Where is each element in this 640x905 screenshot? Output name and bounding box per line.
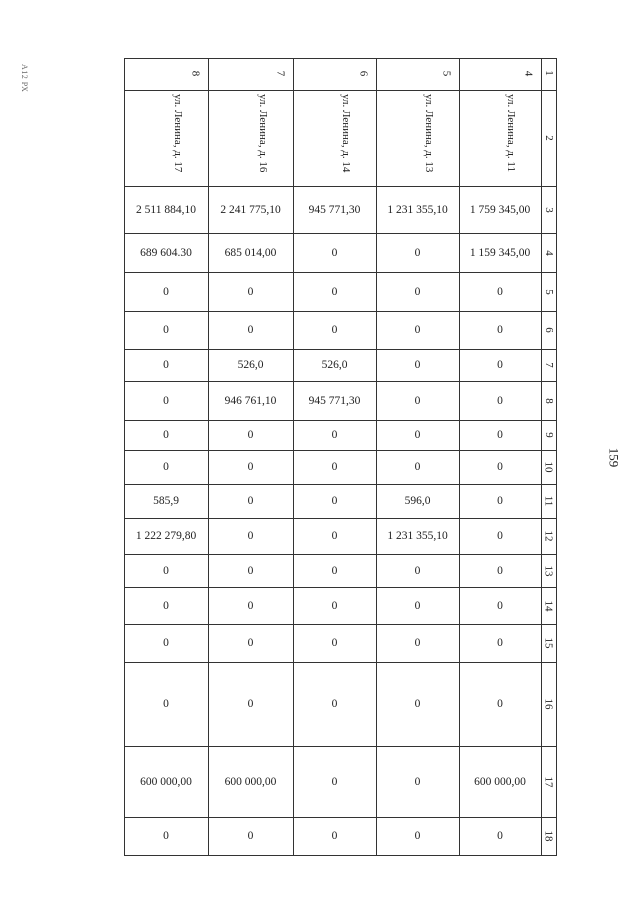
column-number-label: 9 bbox=[542, 432, 555, 438]
column-number bbox=[541, 450, 556, 484]
table-cell: 2 241 775,10 bbox=[220, 203, 281, 216]
table-cell: 685 014,00 bbox=[224, 246, 277, 259]
table-cell: 596,0 bbox=[404, 495, 431, 507]
table-cell: 0 bbox=[163, 394, 169, 407]
table-cell: 0 bbox=[163, 698, 169, 710]
column-number bbox=[541, 58, 556, 88]
column-number-label: 5 bbox=[542, 288, 555, 295]
table-cell: 0 bbox=[331, 429, 338, 441]
record-number: 7 bbox=[274, 70, 287, 77]
table-cell: 0 bbox=[497, 429, 503, 441]
table-cell: 0 bbox=[414, 359, 421, 371]
table-cell: 0 bbox=[414, 830, 421, 842]
table-cell: 0 bbox=[163, 830, 169, 842]
table-cell: 0 bbox=[247, 495, 254, 507]
column-number-label: 13 bbox=[542, 565, 555, 576]
table-cell: 0 bbox=[497, 359, 503, 371]
table-cell: 0 bbox=[414, 599, 421, 612]
column-number-label: 14 bbox=[542, 600, 555, 611]
table-cell: 945 771,30 bbox=[308, 394, 361, 407]
column-number-label: 17 bbox=[542, 776, 555, 787]
record-address: ул. Ленина, д. 14 bbox=[340, 94, 352, 173]
table-cell: 0 bbox=[497, 394, 503, 407]
column-number-label: 4 bbox=[542, 249, 555, 256]
column-number bbox=[541, 420, 556, 450]
record-address: ул. Ленина, д. 16 bbox=[257, 94, 269, 173]
table-cell: 1 222 279,80 bbox=[135, 530, 197, 542]
table-cell: 600 000,00 bbox=[224, 775, 277, 788]
table-cell: 0 bbox=[414, 637, 421, 649]
table-cell: 0 bbox=[247, 830, 254, 842]
record-address: ул. Ленина, д. 11 bbox=[505, 94, 517, 173]
record-address: ул. Ленина, д. 13 bbox=[423, 94, 435, 173]
column-number bbox=[541, 662, 556, 746]
table-cell: 526,0 bbox=[237, 359, 264, 371]
column-number bbox=[541, 484, 556, 518]
table-column-border bbox=[556, 58, 557, 856]
table-cell: 0 bbox=[331, 775, 338, 788]
table-cell: 0 bbox=[414, 564, 421, 577]
table-cell: 1 231 355,10 bbox=[387, 203, 448, 216]
column-number bbox=[541, 817, 556, 855]
column-number-label: 8 bbox=[542, 397, 555, 404]
table-cell: 0 bbox=[163, 359, 169, 371]
column-number bbox=[541, 90, 556, 186]
table-cell: 0 bbox=[331, 285, 338, 298]
table-cell: 0 bbox=[497, 698, 503, 710]
table-cell: 585,9 bbox=[153, 495, 179, 507]
column-number-label: 15 bbox=[542, 637, 555, 649]
record-address: ул. Ленина, д. 17 bbox=[172, 94, 184, 173]
table-cell: 0 bbox=[331, 637, 338, 649]
table-cell: 0 bbox=[247, 564, 254, 577]
table-cell: 0 bbox=[497, 285, 503, 298]
table-row-border bbox=[124, 90, 557, 91]
table-cell: 1 159 345,00 bbox=[469, 246, 531, 259]
table-cell: 0 bbox=[414, 285, 421, 298]
column-number-label: 3 bbox=[542, 206, 555, 213]
table-cell: 0 bbox=[497, 530, 503, 542]
table-cell: 2 511 884,10 bbox=[136, 203, 196, 216]
column-number bbox=[541, 349, 556, 381]
table-cell: 0 bbox=[247, 429, 254, 441]
column-number-label: 2 bbox=[542, 135, 555, 141]
table-cell: 946 761,10 bbox=[224, 394, 277, 407]
table-cell: 0 bbox=[331, 599, 338, 612]
table-cell: 0 bbox=[414, 429, 421, 441]
table-cell: 1 759 345,00 bbox=[469, 203, 531, 216]
table-cell: 0 bbox=[247, 324, 254, 336]
column-number bbox=[541, 272, 556, 311]
table-cell: 0 bbox=[331, 461, 338, 473]
column-number-label: 1 bbox=[542, 70, 555, 76]
record-number: 6 bbox=[357, 70, 370, 77]
table-cell: 600 000,00 bbox=[140, 775, 192, 788]
column-number-label: 7 bbox=[542, 362, 555, 368]
table-cell: 0 bbox=[331, 324, 338, 336]
table-cell: 1 231 355,10 bbox=[387, 530, 448, 542]
table-cell: 0 bbox=[331, 564, 338, 577]
table-cell: 0 bbox=[331, 530, 338, 542]
table-cell: 0 bbox=[163, 599, 169, 612]
table-cell: 0 bbox=[497, 830, 503, 842]
page-number: 159 bbox=[606, 447, 622, 468]
column-number-label: 16 bbox=[542, 698, 555, 710]
column-number bbox=[541, 233, 556, 272]
table-cell: 0 bbox=[414, 324, 421, 336]
table-cell: 0 bbox=[497, 324, 503, 336]
table-cell: 0 bbox=[247, 530, 254, 542]
table-cell: 0 bbox=[414, 461, 421, 473]
table-cell: 0 bbox=[247, 461, 254, 473]
column-number bbox=[541, 311, 556, 349]
table-row-border bbox=[124, 855, 557, 856]
column-number-label: 11 bbox=[542, 495, 555, 507]
table-cell: 526,0 bbox=[321, 359, 348, 371]
column-number bbox=[541, 554, 556, 587]
table-cell: 0 bbox=[163, 637, 169, 649]
table-cell: 0 bbox=[497, 637, 503, 649]
margin-stamp: А12 РХ bbox=[20, 64, 29, 93]
column-number bbox=[541, 186, 556, 233]
column-number bbox=[541, 624, 556, 662]
table-cell: 0 bbox=[497, 461, 503, 473]
table-cell: 0 bbox=[414, 775, 421, 788]
table-cell: 0 bbox=[163, 461, 169, 473]
table-cell: 0 bbox=[331, 830, 338, 842]
record-number: 8 bbox=[189, 70, 202, 77]
table-cell: 0 bbox=[497, 599, 503, 612]
table-cell: 0 bbox=[414, 394, 421, 407]
table-cell: 0 bbox=[247, 285, 254, 298]
column-number bbox=[541, 746, 556, 817]
table-cell: 0 bbox=[497, 564, 503, 577]
table-cell: 0 bbox=[331, 495, 338, 507]
table-cell: 0 bbox=[247, 698, 254, 710]
table-cell: 0 bbox=[163, 429, 169, 441]
column-number bbox=[541, 381, 556, 420]
table-cell: 0 bbox=[331, 246, 338, 259]
table-cell: 945 771,30 bbox=[308, 203, 361, 216]
column-number bbox=[541, 587, 556, 624]
table-cell: 0 bbox=[247, 599, 254, 612]
column-number-label: 18 bbox=[542, 830, 555, 842]
table-cell: 0 bbox=[163, 324, 169, 336]
table-cell: 689 604.30 bbox=[140, 246, 192, 259]
table-cell: 0 bbox=[497, 495, 503, 507]
column-number-label: 12 bbox=[542, 530, 555, 542]
table-cell: 0 bbox=[414, 698, 421, 710]
table-cell: 0 bbox=[247, 637, 254, 649]
table-cell: 0 bbox=[331, 698, 338, 710]
record-number: 4 bbox=[522, 70, 535, 77]
table-row-border bbox=[124, 58, 557, 59]
column-number-label: 10 bbox=[542, 461, 555, 473]
column-number-label: 6 bbox=[542, 327, 555, 333]
table-cell: 600 000,00 bbox=[474, 775, 526, 788]
table-cell: 0 bbox=[163, 564, 169, 577]
record-number: 5 bbox=[440, 70, 453, 77]
column-number bbox=[541, 518, 556, 554]
table-cell: 0 bbox=[163, 285, 169, 298]
table-cell: 0 bbox=[414, 246, 421, 259]
